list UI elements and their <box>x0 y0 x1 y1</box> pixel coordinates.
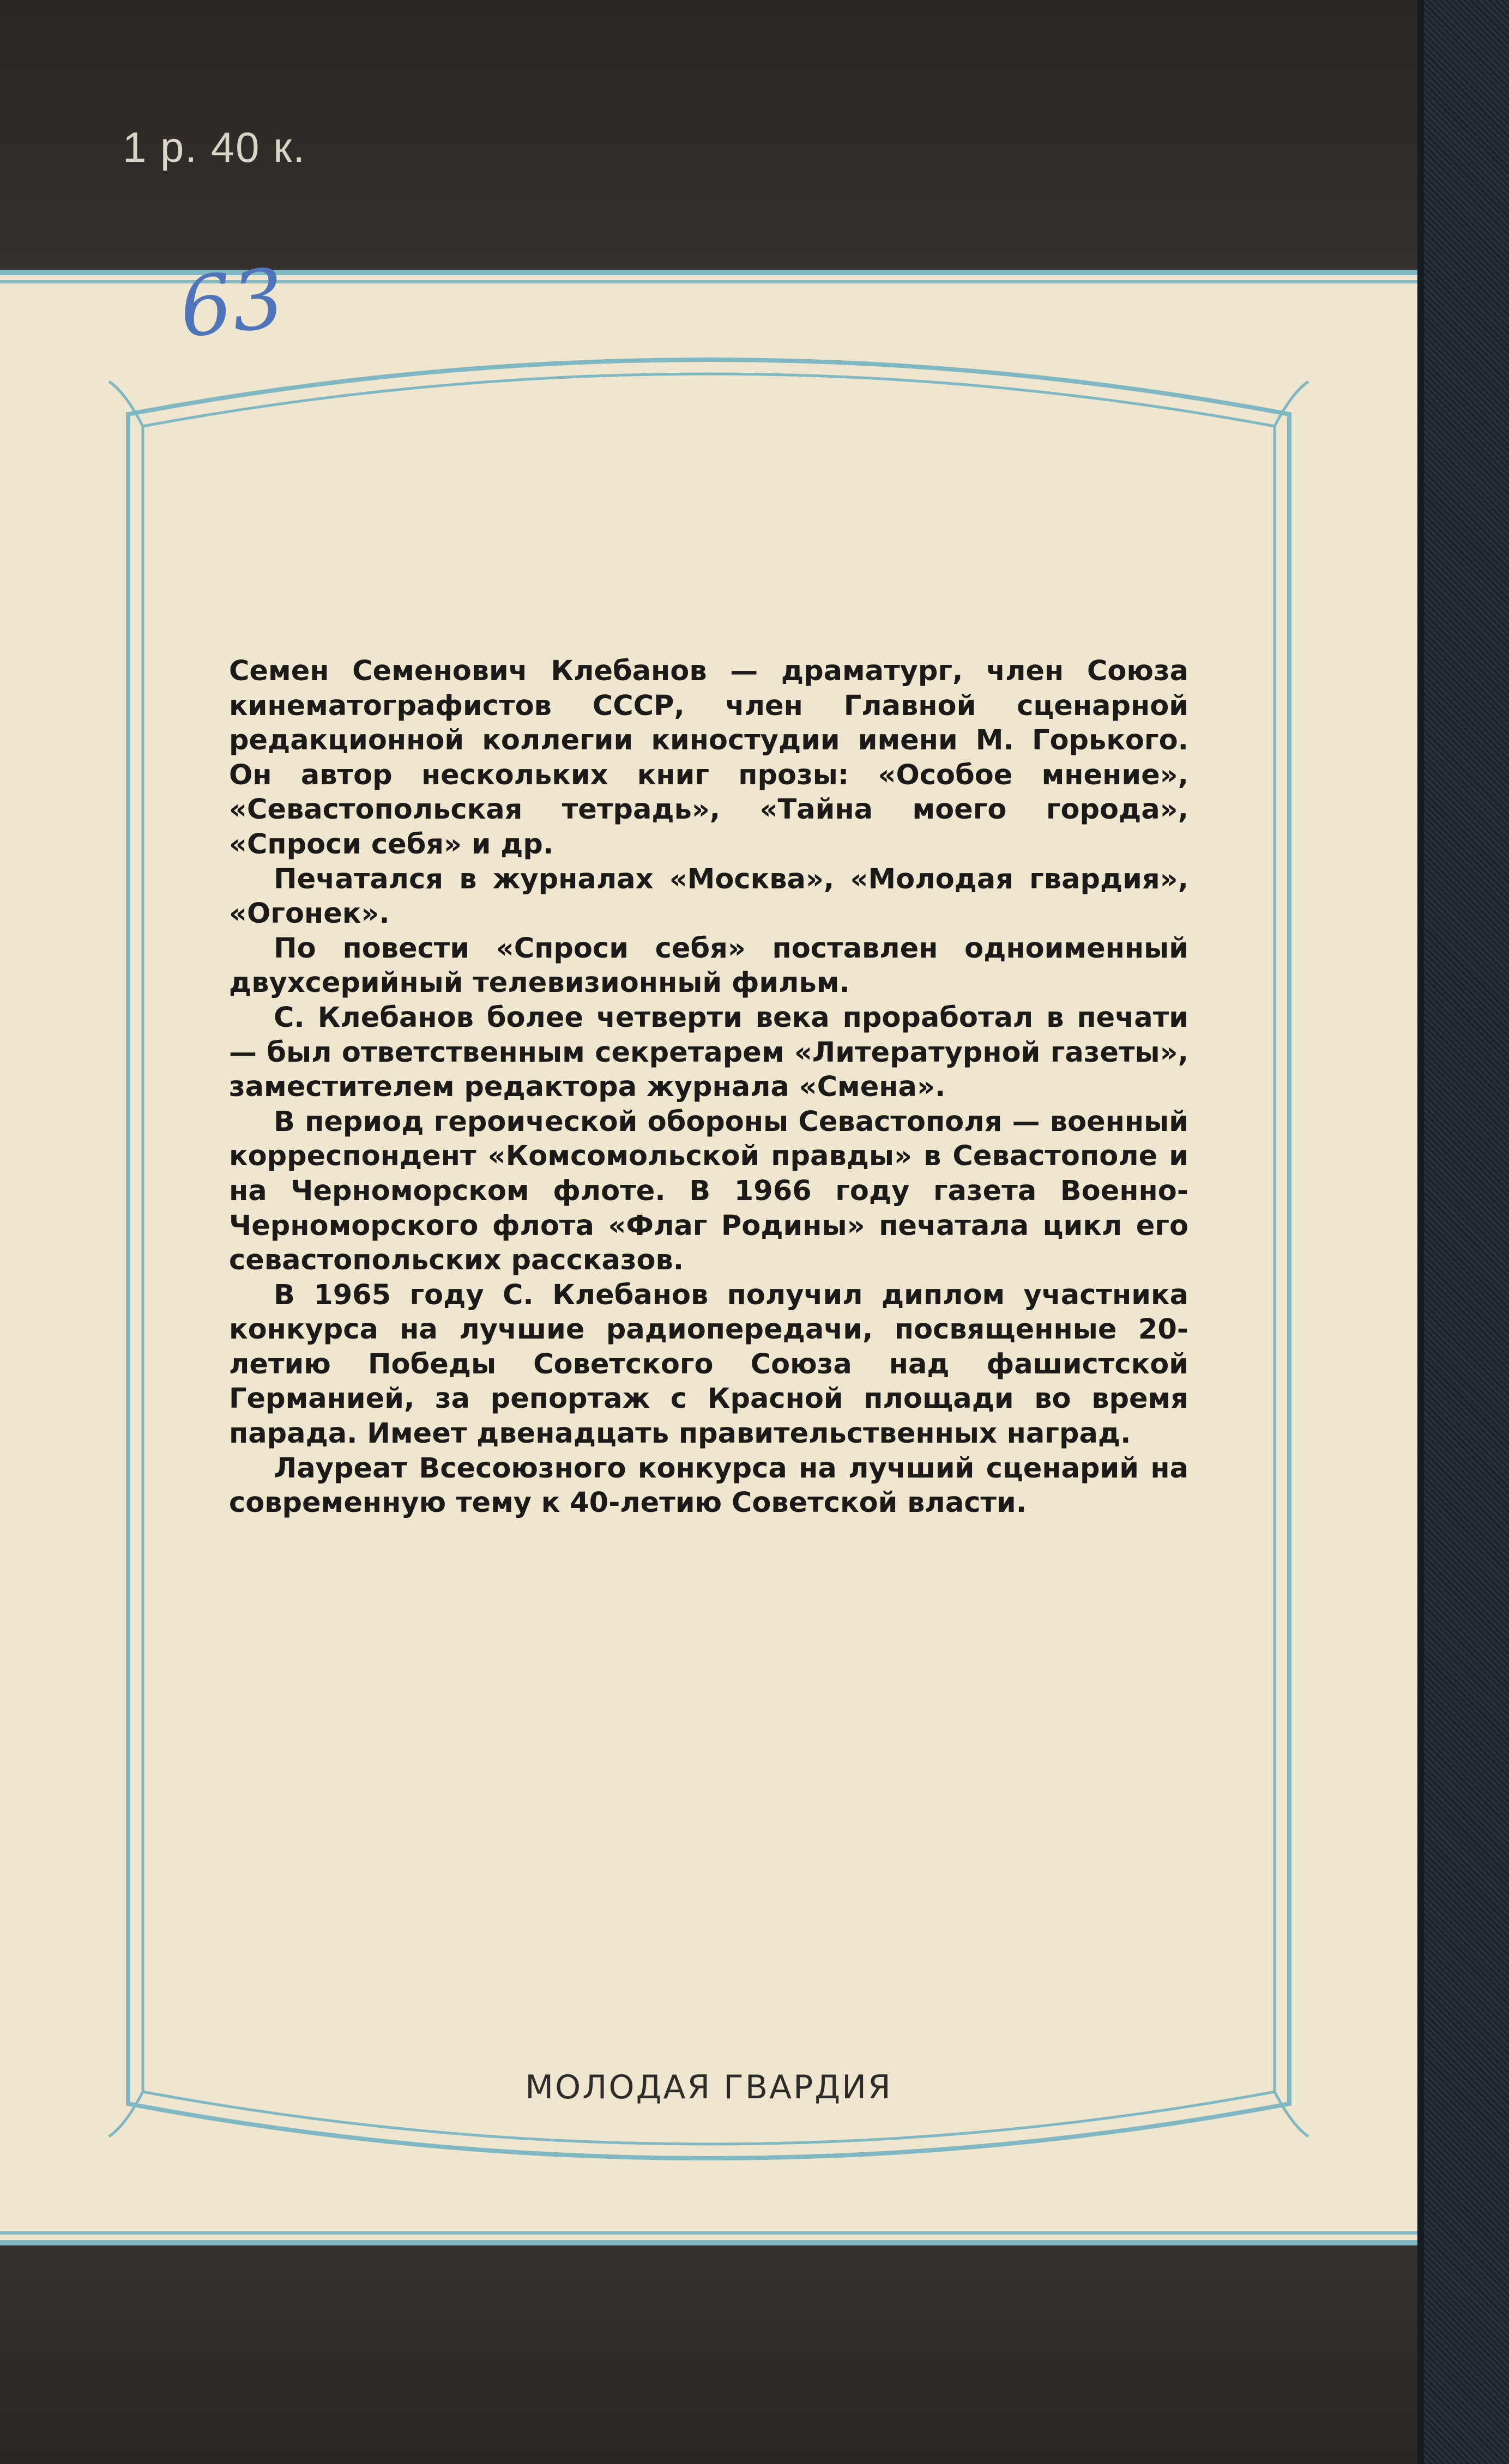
book-spine <box>1417 0 1509 2464</box>
bio-paragraph: В 1965 году С. Клебанов получил диплом участника конкурса на лучшие радиопередачи, посвященные 20-летию Победы Советского Союза над фашистской Германией, за репортаж с Красной площади во время парада. Имеет двенадцать правительственных наград. <box>229 1279 1188 1450</box>
bio-paragraph: Семен Семенович Клебанов — драматург, член Союза кинематографистов СССР, член Главной сценарной редакционной коллегии киностудии имени М. Горького. Он автор нескольких книг прозы: «Особое мнение», «Севастопольская тетрадь», «Тайна моего города», «Спроси себя» и др. <box>229 655 1188 861</box>
publisher-name: МОЛОДАЯ ГВАРДИЯ <box>525 2068 892 2106</box>
bio-paragraph: С. Клебанов более четверти века проработал в печати — был ответственным секретарем «Литературной газеты», заместителем редактора журнала «Смена». <box>229 1001 1188 1104</box>
bottom-dark-band <box>0 2245 1417 2464</box>
author-biography <box>229 654 1188 1521</box>
frame-stripe-bottom <box>0 2240 1417 2245</box>
bio-paragraph: По повести «Спроси себя» поставлен одноименный двухсерийный телевизионный фильм. <box>229 932 1188 1000</box>
handwritten-mark: 63 <box>175 251 289 356</box>
bio-paragraph: Лауреат Всесоюзного конкурса на лучший сценарий на современную тему к 40-летию Советской власти. <box>229 1452 1188 1519</box>
frame-stripe-bottom-inner <box>0 2231 1417 2235</box>
bio-paragraph: В период героической обороны Севастополя — военный корреспондент «Комсомольской правды» в Севастополе и на Черноморском флоте. В 1966 году газета Военно-Черноморского флота «Флаг Родины» печатала цикл его севастопольских рассказов. <box>229 1105 1188 1277</box>
bio-paragraph: Печатался в журналах «Москва», «Молодая гвардия», «Огонек». <box>229 863 1188 930</box>
spine-edge <box>1417 0 1424 2464</box>
price-label: 1 р. 40 к. <box>123 123 306 171</box>
